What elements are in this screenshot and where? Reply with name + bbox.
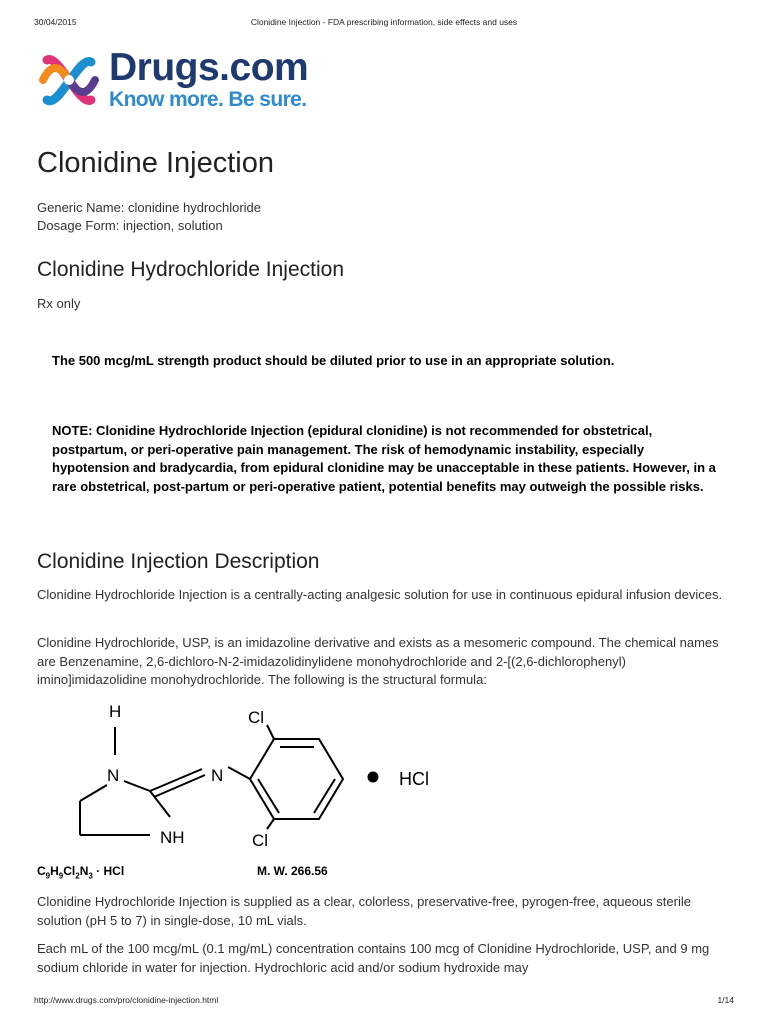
print-page-title: Clonidine Injection - FDA prescribing information, side effects and uses — [250, 17, 518, 27]
salt-dot — [368, 772, 379, 783]
bond-cl-top — [267, 725, 274, 739]
atom-h: H — [109, 705, 122, 721]
description-paragraph-3: Clonidine Hydrochloride Injection is supplied as a clear, colorless, preservative-free, pyrogen-free, aqueous sterile solution (pH 5 to 7) in single-dose, 10 mL vials. — [37, 894, 691, 928]
atom-nh: NH — [160, 828, 185, 847]
rx-only: Rx only — [37, 296, 81, 311]
molecular-weight: M. W. 266.56 — [257, 864, 328, 878]
description-paragraph-1: Clonidine Hydrochloride Injection is a centrally-acting analgesic solution for use in continuous epidural infusion devices. — [37, 587, 723, 602]
generic-name: Generic Name: clonidine hydrochloride — [37, 200, 262, 215]
description-paragraph-4: Each mL of the 100 mcg/mL (0.1 mg/mL) concentration contains 100 mcg of Clonidine Hydrochloride, USP, and 9 mg sodium chloride in water for injection. Hydrochloric acid and/or sodium hydroxide may — [37, 941, 710, 975]
warning-note: NOTE: Clonidine Hydrochloride Injection (epidural clonidine) is not recommended for obstetrical, postpartum, or peri-operative pain management. The risk of hemodynamic instability, especially hypotension and bradycardia, from epidural clonidine may be unacceptable in these patients. However, in a rare obstetrical, post-partum or peri-operative patient, potential benefits may outweigh the possible risks. — [52, 423, 716, 494]
hcl-label: HCl — [399, 769, 429, 789]
bond-n-phenyl — [228, 767, 250, 779]
bond-n1-c5 — [80, 785, 107, 801]
molecular-formula: $C_9H_9Cl_2N_3$ · HCl — [37, 864, 125, 881]
bond-cl-bottom — [267, 819, 274, 829]
drug-meta — [37, 199, 261, 235]
page-title: Clonidine Injection — [37, 147, 274, 179]
logo-knot-icon — [37, 50, 101, 112]
bond-n1-c2 — [124, 781, 150, 791]
section-heading: Clonidine Hydrochloride Injection — [37, 258, 345, 281]
atom-cl-top: Cl — [248, 708, 265, 727]
atom-n2: N — [211, 766, 224, 785]
atom-cl-bottom: Cl — [252, 831, 269, 850]
dosage-form: Dosage Form: injection, solution — [37, 218, 223, 233]
page-number: 1/14 — [717, 995, 734, 1005]
print-date: 30/04/2015 — [34, 17, 77, 27]
logo-tagline: Know more. Be sure. — [109, 88, 307, 111]
benzene-ring — [250, 739, 343, 819]
structural-formula — [62, 705, 442, 855]
atom-n1: N — [107, 766, 120, 785]
print-url[interactable]: http://www.drugs.com/pro/clonidine-injection.html — [34, 995, 219, 1005]
print-footer — [34, 995, 734, 1009]
print-header — [34, 17, 734, 31]
description-heading: Clonidine Injection Description — [37, 550, 320, 573]
drugs-com-logo[interactable] — [37, 46, 337, 112]
description-paragraph-2: Clonidine Hydrochloride, USP, is an imidazoline derivative and exists as a mesomeric compound. The chemical names are Benzenamine, 2,6-dichloro-N-2-imidazolidinylidene monohydrochloride and 2-[(2,6-dichlorophenyl) imino]imidazolidine monohydrochloride. The following is the structural formula: — [37, 635, 719, 687]
logo-brand: Drugs.com — [109, 46, 309, 89]
dilute-notice: The 500 mcg/mL strength product should be diluted prior to use in an appropriate solution. — [52, 353, 615, 368]
